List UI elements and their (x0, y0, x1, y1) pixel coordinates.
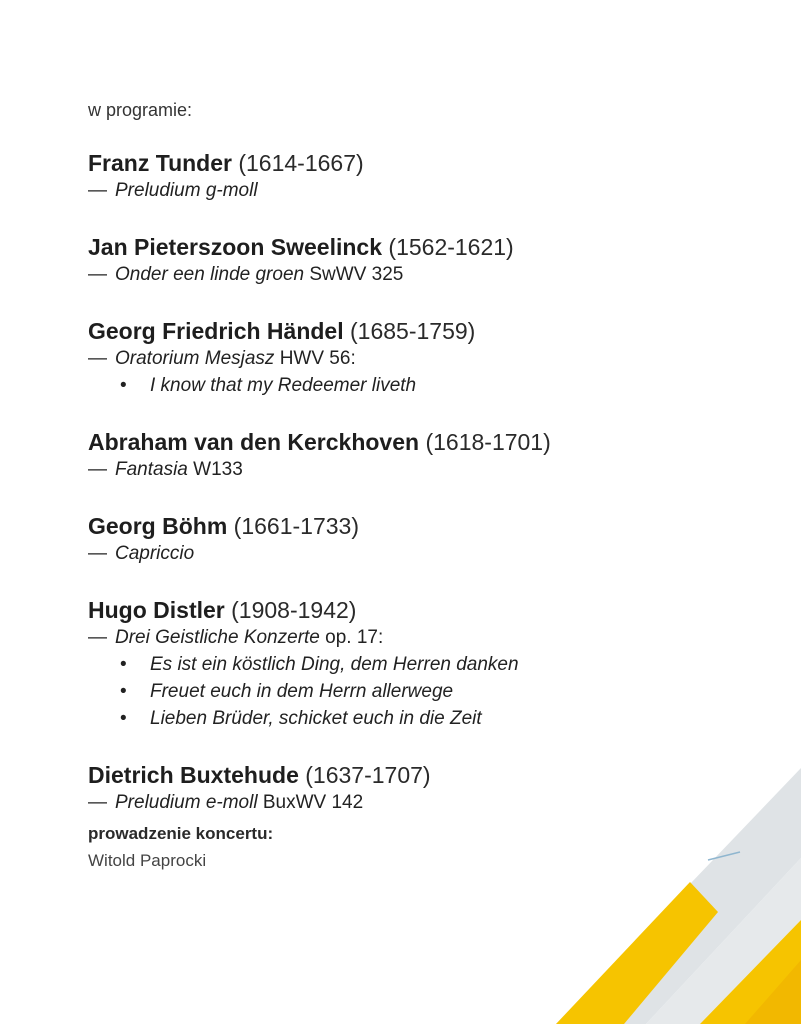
work-catalog-number: W133 (193, 459, 243, 480)
composer-years: (1618-1701) (425, 429, 551, 455)
movement-list (88, 372, 778, 399)
bullet-glyph: • (120, 681, 127, 702)
composer-line (88, 148, 778, 178)
program-list (88, 148, 778, 844)
bullet-glyph: • (120, 654, 127, 675)
dash-glyph: — (88, 264, 107, 285)
dash-glyph: — (88, 543, 107, 564)
work-title: Drei Geistliche Konzerte (115, 627, 320, 648)
movement-list (88, 651, 778, 732)
work-title: Preludium g-moll (115, 180, 258, 201)
work-line (88, 790, 778, 816)
movement-title: Freuet euch in dem Herrn allerwege (150, 681, 454, 702)
program-entry (88, 148, 778, 204)
work-line (88, 625, 778, 651)
movement-item (88, 705, 778, 732)
composer-name: Hugo Distler (88, 597, 225, 623)
program-entry (88, 316, 778, 399)
work-line (88, 457, 778, 483)
dash-glyph: — (88, 180, 107, 201)
composer-years: (1562-1621) (388, 234, 514, 260)
work-catalog-number: BuxWV 142 (262, 792, 364, 813)
program-entry (88, 760, 778, 816)
movement-title: I know that my Redeemer liveth (150, 375, 417, 396)
composer-line (88, 595, 778, 625)
composer-name: Georg Böhm (88, 513, 228, 539)
work-title: Oratorium Mesjasz (115, 348, 275, 369)
program-entry (88, 511, 778, 567)
host-name: Witold Paprocki (88, 851, 207, 870)
composer-name: Abraham van den Kerckhoven (88, 429, 420, 455)
dash-glyph: — (88, 627, 107, 648)
work-title: Onder een linde groen (115, 264, 305, 285)
composer-line (88, 511, 778, 541)
composer-name: Georg Friedrich Händel (88, 318, 344, 344)
composer-name: Dietrich Buxtehude (88, 762, 299, 788)
program-intro-label: w programie: (88, 100, 193, 120)
work-catalog-number: op. 17: (325, 627, 384, 648)
dash-glyph: — (88, 348, 107, 369)
composer-name: Jan Pieterszoon Sweelinck (88, 234, 383, 260)
host-label: prowadzenie koncertu: (88, 824, 274, 843)
work-catalog-number: SwWV 325 (309, 264, 404, 285)
movement-title: Lieben Brüder, schicket euch in die Zeit (150, 708, 482, 729)
bullet-glyph: • (120, 708, 127, 729)
work-line (88, 178, 778, 204)
bullet-glyph: • (120, 375, 127, 396)
composer-line (88, 232, 778, 262)
composer-years: (1637-1707) (305, 762, 431, 788)
movement-item (88, 372, 778, 399)
composer-line (88, 760, 778, 790)
movement-item (88, 651, 778, 678)
work-title: Capriccio (115, 543, 195, 564)
program-entry (88, 232, 778, 288)
work-line (88, 541, 778, 567)
work-title: Fantasia (115, 459, 188, 480)
composer-line (88, 316, 778, 346)
composer-years: (1614-1667) (238, 150, 364, 176)
dash-glyph: — (88, 459, 107, 480)
work-catalog-number: HWV 56: (279, 348, 356, 369)
movement-title: Es ist ein köstlich Ding, dem Herren danken (150, 654, 519, 675)
composer-years: (1661-1733) (233, 513, 359, 539)
composer-name: Franz Tunder (88, 150, 232, 176)
dash-glyph: — (88, 792, 107, 813)
work-line (88, 346, 778, 372)
composer-years: (1908-1942) (231, 597, 357, 623)
work-line (88, 262, 778, 288)
program-entry (88, 427, 778, 483)
work-title: Preludium e-moll (115, 792, 258, 813)
composer-line (88, 427, 778, 457)
composer-years: (1685-1759) (350, 318, 476, 344)
program-entry (88, 595, 778, 732)
movement-item (88, 678, 778, 705)
